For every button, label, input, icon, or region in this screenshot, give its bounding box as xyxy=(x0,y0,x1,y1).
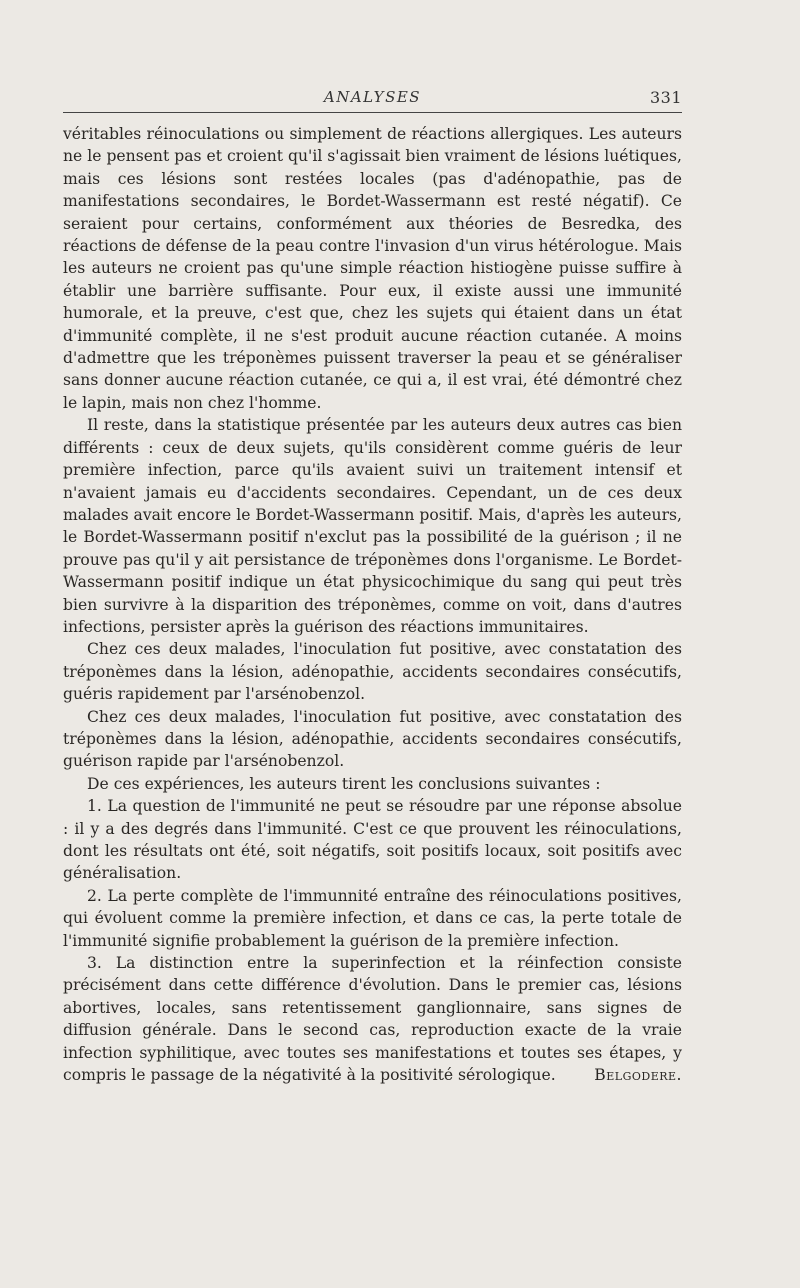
article-body xyxy=(63,123,682,1086)
paragraph-4: Chez ces deux malades, l'inoculation fut positive, avec constatation des tréponèmes dans la lésion, adénopathie, accidents secondaires consécutifs, guérison rapide par l'arsénobenzol. xyxy=(63,707,682,771)
running-title: ANALYSES xyxy=(323,88,422,106)
conclusion-3 xyxy=(63,952,682,1086)
conclusion-2: 2. La perte complète de l'immunnité entraîne des réinoculations positives, qui évoluent comme la première infection, et dans ce cas, la perte totale de l'immunité signifie probablement la guérison de la première infection. xyxy=(63,886,682,950)
paragraph-2: Il reste, dans la statistique présentée par les auteurs deux autres cas bien différents : ceux de deux sujets, qu'ils considèrent comme guéris de leur première infection, parce qu'ils avaient suivi un traitement intensif et n'avaient jamais eu d'accidents secondaires. Cependant, un de ces deux malades avait encore le Bordet-Wassermann positif. Mais, d'après les auteurs, le Bordet-Wassermann positif n'exclut pas la possibilité de la guérison ; il ne prouve pas qu'il y ait persistance de tréponèmes dons l'organisme. Le Bordet-Wassermann positif indique un état physicochimique du sang qui peut très bien survivre à la disparition des tréponèmes, comme on voit, dans d'autres infections, persister après la guérison des réactions immunitaires. xyxy=(63,416,682,636)
paragraph-3: Chez ces deux malades, l'inoculation fut positive, avec constatation des tréponèmes dans la lésion, adénopathie, accidents secondaires consécutifs, guéris rapidement par l'arsénobenzol. xyxy=(63,640,682,704)
conclusion-3-text: 3. La distinction entre la superinfection et la réinfection consiste précisément dans cette différence d'évolution. Dans le premier cas, lésions abortives, locales, sans retentissement ganglionnaire, sans signes de diffusion générale. Dans le second cas, reproduction exacte de la vraie infection syphilitique, avec toutes ses manifestations et toutes ses étapes, y compris le passage de la négativité à la positivité sérologique. xyxy=(63,954,682,1085)
paragraph-5: De ces expériences, les auteurs tirent les conclusions suivantes : xyxy=(87,774,601,793)
author-signature: Belgodere. xyxy=(594,1066,682,1085)
paragraph-1: véritables réinoculations ou simplement de réactions allergiques. Les auteurs ne le pensent pas et croient qu'il s'agissait bien vraiment de lésions luétiques, mais ces lésions sont restées locales (pas d'adénopathie, pas de manifestations secondaires, le Bordet-Wassermann est resté négatif). Ce seraient pour certains, conformément aux théories de Besredka, des réactions de défense de la peau contre l'invasion d'un virus hétérologue. Mais les auteurs ne croient pas qu'une simple réaction histiogène puisse suffire à établir une barrière suffisante. Pour eux, il existe aussi une immunité humorale, et la preuve, c'est que, chez les sujets qui étaient dans un état d'immunité complète, il ne s'est produit aucune réaction cutanée. A moins d'admettre que les tréponèmes puissent traverser la peau et se généraliser sans donner aucune réaction cutanée, ce qui a, il est vrai, été démontré chez le lapin, mais non chez l'homme. xyxy=(63,125,682,412)
running-header xyxy=(63,88,682,112)
header-rule xyxy=(63,112,682,113)
page-number: 331 xyxy=(649,88,682,107)
conclusion-1: 1. La question de l'immunité ne peut se résoudre par une réponse absolue : il y a des degrés dans l'immunité. C'est ce que prouvent les réinoculations, dont les résultats ont été, soit négatifs, soit positifs locaux, soit positifs avec généralisation. xyxy=(63,797,682,883)
